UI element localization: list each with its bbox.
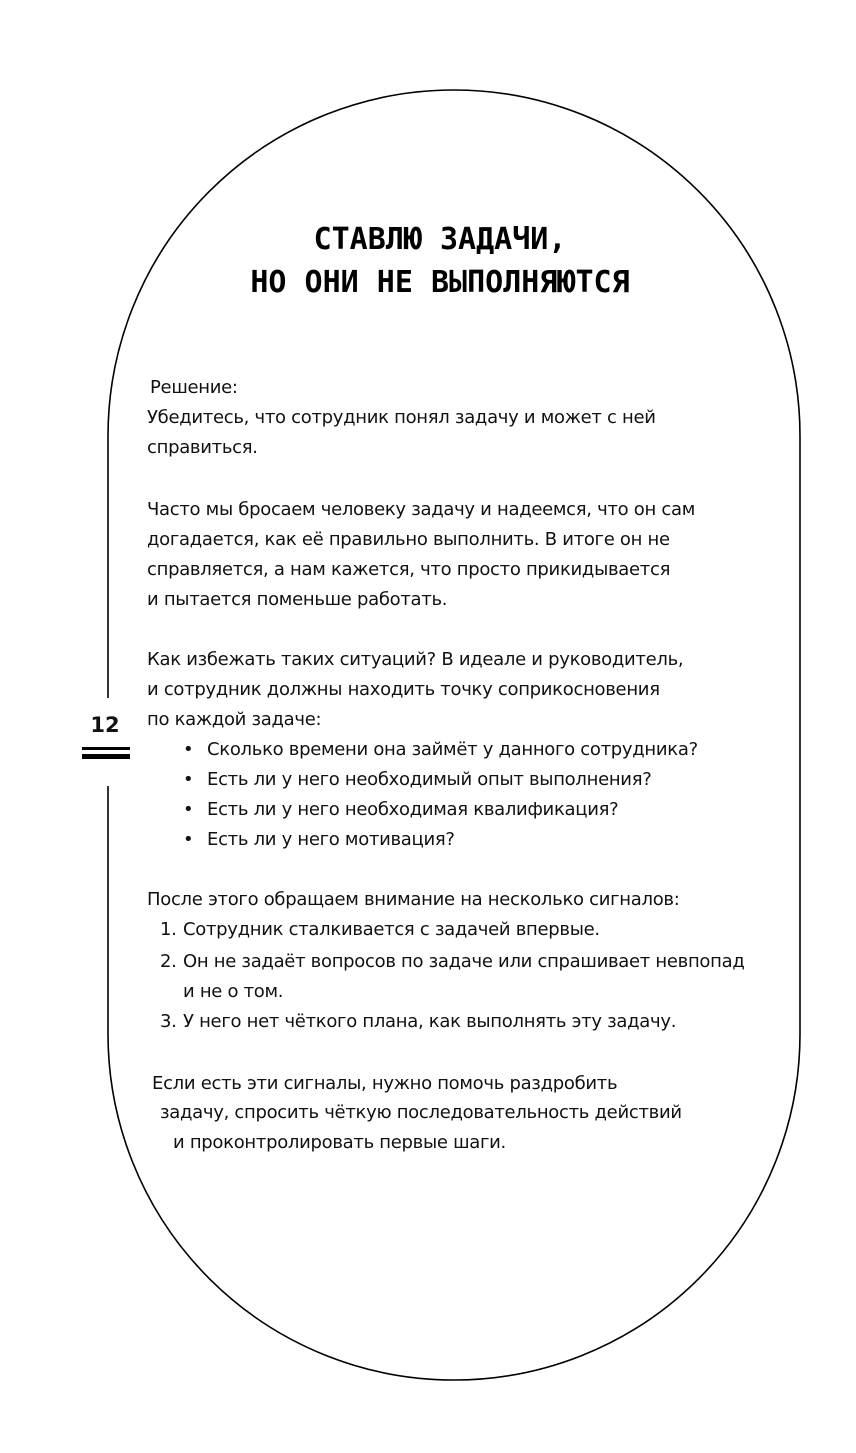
paragraph-line: и пытается поменьше работать. xyxy=(147,589,448,610)
page-number-rule-thin xyxy=(82,747,130,750)
paragraph-line: справляется, а нам кажется, что просто прикидывается xyxy=(147,559,671,580)
page-number: 12 xyxy=(90,713,120,737)
page-number-rule-thick xyxy=(82,754,130,759)
bullet-icon: • xyxy=(183,829,194,850)
bullet-icon: • xyxy=(183,739,194,760)
paragraph-line: Часто мы бросаем человеку задачу и надеемся, что он сам xyxy=(147,499,696,520)
paragraph-line: Если есть эти сигналы, нужно помочь раздробить xyxy=(152,1073,618,1094)
solution-text: справиться. xyxy=(147,437,258,458)
frame-gap xyxy=(100,698,120,786)
paragraph-line: Как избежать таких ситуаций? В идеале и руководитель, xyxy=(147,649,684,670)
list-number: 2. xyxy=(160,951,177,972)
paragraph-line: и сотрудник должны находить точку соприкосновения xyxy=(147,679,660,700)
bullet-item: Сколько времени она займёт у данного сотрудника? xyxy=(207,739,698,760)
bullet-item: Есть ли у него необходимая квалификация? xyxy=(207,799,619,820)
list-number: 3. xyxy=(160,1011,177,1032)
paragraph-line: и проконтролировать первые шаги. xyxy=(173,1132,506,1153)
numbered-item: Он не задаёт вопросов по задаче или спрашивает невпопад xyxy=(183,951,745,972)
numbered-item: Сотрудник сталкивается с задачей впервые. xyxy=(183,919,600,940)
bullet-item: Есть ли у него необходимый опыт выполнения? xyxy=(207,769,652,790)
paragraph-line: догадается, как её правильно выполнить. В итоге он не xyxy=(147,529,670,550)
bullet-icon: • xyxy=(183,769,194,790)
list-number: 1. xyxy=(160,919,177,940)
paragraph-line: задачу, спросить чёткую последовательность действий xyxy=(160,1102,682,1123)
bullet-icon: • xyxy=(183,799,194,820)
title-line-1: СТАВЛЮ ЗАДАЧИ, xyxy=(313,222,567,257)
solution-label: Решение: xyxy=(150,377,238,398)
bullet-item: Есть ли у него мотивация? xyxy=(207,829,455,850)
solution-text: Убедитесь, что сотрудник понял задачу и может с ней xyxy=(147,407,656,428)
paragraph-line: по каждой задаче: xyxy=(147,709,322,730)
title-line-2: НО ОНИ НЕ ВЫПОЛНЯЮТСЯ xyxy=(250,265,630,300)
paragraph-line: После этого обращаем внимание на несколько сигналов: xyxy=(147,889,680,910)
numbered-item: У него нет чёткого плана, как выполнять эту задачу. xyxy=(183,1011,677,1032)
numbered-item: и не о том. xyxy=(183,981,284,1002)
